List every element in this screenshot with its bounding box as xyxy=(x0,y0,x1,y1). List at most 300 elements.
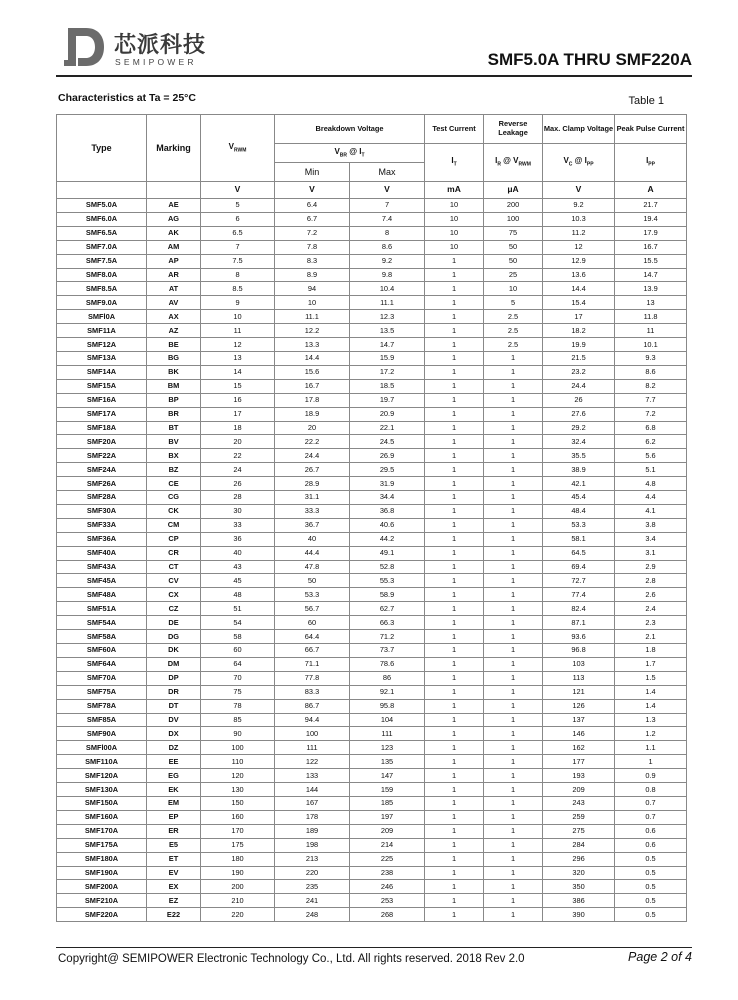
cell-ir: 1 xyxy=(484,644,543,658)
cell-marking: CX xyxy=(147,588,201,602)
cell-vbr-max: 9.8 xyxy=(350,268,425,282)
cell-marking: DX xyxy=(147,727,201,741)
cell-vc: 320 xyxy=(543,866,615,880)
cell-ir: 1 xyxy=(484,755,543,769)
table-row xyxy=(57,518,687,532)
table-row xyxy=(57,449,687,463)
cell-vbr-min: 17.8 xyxy=(275,393,350,407)
cell-marking: DM xyxy=(147,657,201,671)
cell-ipp: 3.1 xyxy=(615,546,687,560)
header-marking: Marking xyxy=(147,115,201,182)
cell-marking: BP xyxy=(147,393,201,407)
cell-vc: 24.4 xyxy=(543,379,615,393)
cell-ipp: 2.4 xyxy=(615,602,687,616)
cell-vrwm: 160 xyxy=(201,810,275,824)
cell-type: SMF8.0A xyxy=(57,268,147,282)
cell-ipp: 6.2 xyxy=(615,435,687,449)
cell-ipp: 4.4 xyxy=(615,491,687,505)
cell-vrwm: 51 xyxy=(201,602,275,616)
cell-type: SMF13A xyxy=(57,351,147,365)
table-label: Table 1 xyxy=(628,95,664,107)
cell-vbr-max: 11.1 xyxy=(350,296,425,310)
cell-vbr-min: 94 xyxy=(275,282,350,296)
cell-vrwm: 60 xyxy=(201,644,275,658)
cell-ir: 10 xyxy=(484,282,543,296)
cell-ipp: 0.5 xyxy=(615,880,687,894)
cell-vrwm: 54 xyxy=(201,616,275,630)
cell-marking: AX xyxy=(147,310,201,324)
cell-vbr-max: 214 xyxy=(350,838,425,852)
cell-vbr-max: 7 xyxy=(350,199,425,213)
cell-ipp: 0.7 xyxy=(615,810,687,824)
cell-ir: 1 xyxy=(484,379,543,393)
cell-vc: 23.2 xyxy=(543,365,615,379)
cell-type: SMF17A xyxy=(57,407,147,421)
cell-vc: 32.4 xyxy=(543,435,615,449)
cell-it: 1 xyxy=(425,338,484,352)
cell-it: 1 xyxy=(425,824,484,838)
cell-vc: 87.1 xyxy=(543,616,615,630)
ipp-symbol: I xyxy=(646,156,649,166)
cell-type: SMF28A xyxy=(57,491,147,505)
cell-vrwm: 28 xyxy=(201,491,275,505)
cell-ir: 5 xyxy=(484,296,543,310)
table-row xyxy=(57,644,687,658)
cell-vbr-max: 268 xyxy=(350,908,425,922)
cell-vc: 177 xyxy=(543,755,615,769)
cell-it: 1 xyxy=(425,783,484,797)
cell-marking: AR xyxy=(147,268,201,282)
cell-it: 1 xyxy=(425,602,484,616)
cell-vc: 275 xyxy=(543,824,615,838)
cell-type: SMF48A xyxy=(57,588,147,602)
cell-ir: 1 xyxy=(484,602,543,616)
cell-marking: CM xyxy=(147,518,201,532)
cell-marking: E5 xyxy=(147,838,201,852)
cell-vc: 27.6 xyxy=(543,407,615,421)
cell-vbr-min: 47.8 xyxy=(275,560,350,574)
cell-ir: 1 xyxy=(484,532,543,546)
cell-vc: 390 xyxy=(543,908,615,922)
it-symbol: I xyxy=(451,156,454,166)
cell-vbr-min: 77.8 xyxy=(275,671,350,685)
cell-marking: DE xyxy=(147,616,201,630)
cell-it: 1 xyxy=(425,254,484,268)
cell-marking: EG xyxy=(147,769,201,783)
cell-type: SMF150A xyxy=(57,796,147,810)
cell-vc: 259 xyxy=(543,810,615,824)
cell-ipp: 8.6 xyxy=(615,365,687,379)
cell-vbr-max: 123 xyxy=(350,741,425,755)
cell-type: SMF51A xyxy=(57,602,147,616)
cell-type: SMF85A xyxy=(57,713,147,727)
cell-vrwm: 33 xyxy=(201,518,275,532)
cell-vbr-max: 40.6 xyxy=(350,518,425,532)
cell-vbr-max: 14.7 xyxy=(350,338,425,352)
cell-ipp: 5.1 xyxy=(615,463,687,477)
cell-marking: CZ xyxy=(147,602,201,616)
cell-type: SMF33A xyxy=(57,518,147,532)
cell-ir: 1 xyxy=(484,699,543,713)
cell-marking: BR xyxy=(147,407,201,421)
cell-type: SMF7.5A xyxy=(57,254,147,268)
cell-it: 1 xyxy=(425,866,484,880)
table-row xyxy=(57,838,687,852)
cell-vc: 13.6 xyxy=(543,268,615,282)
table-row xyxy=(57,880,687,894)
cell-ipp: 7.7 xyxy=(615,393,687,407)
cell-vbr-min: 18.9 xyxy=(275,407,350,421)
cell-it: 10 xyxy=(425,226,484,240)
cell-ipp: 1.4 xyxy=(615,699,687,713)
cell-vbr-min: 133 xyxy=(275,769,350,783)
cell-ir: 1 xyxy=(484,421,543,435)
brand-chinese-name: 芯派科技 xyxy=(114,33,207,58)
cell-ipp: 1.5 xyxy=(615,671,687,685)
table-row xyxy=(57,699,687,713)
cell-ir: 1 xyxy=(484,838,543,852)
table-row xyxy=(57,713,687,727)
cell-marking: EP xyxy=(147,810,201,824)
table-row xyxy=(57,866,687,880)
table-row xyxy=(57,769,687,783)
cell-vrwm: 18 xyxy=(201,421,275,435)
cell-type: SMF180A xyxy=(57,852,147,866)
cell-it: 1 xyxy=(425,532,484,546)
cell-vc: 38.9 xyxy=(543,463,615,477)
cell-ir: 1 xyxy=(484,741,543,755)
cell-vrwm: 170 xyxy=(201,824,275,838)
cell-ir: 2.5 xyxy=(484,310,543,324)
cell-vbr-max: 104 xyxy=(350,713,425,727)
cell-type: SMF110A xyxy=(57,755,147,769)
cell-vc: 350 xyxy=(543,880,615,894)
cell-it: 1 xyxy=(425,838,484,852)
cell-it: 1 xyxy=(425,518,484,532)
cell-marking: EV xyxy=(147,866,201,880)
cell-vrwm: 45 xyxy=(201,574,275,588)
cell-ipp: 19.4 xyxy=(615,212,687,226)
cell-ir: 1 xyxy=(484,504,543,518)
cell-type: SMF43A xyxy=(57,560,147,574)
cell-vrwm: 190 xyxy=(201,866,275,880)
cell-vrwm: 15 xyxy=(201,379,275,393)
cell-vc: 12.9 xyxy=(543,254,615,268)
cell-vbr-max: 31.9 xyxy=(350,477,425,491)
cell-vbr-min: 10 xyxy=(275,296,350,310)
cell-vc: 29.2 xyxy=(543,421,615,435)
cell-vbr-max: 15.9 xyxy=(350,351,425,365)
cell-ipp: 1.4 xyxy=(615,685,687,699)
cell-vc: 72.7 xyxy=(543,574,615,588)
table-row xyxy=(57,212,687,226)
cell-it: 1 xyxy=(425,477,484,491)
cell-marking: DT xyxy=(147,699,201,713)
ir-at-symbol: @ V xyxy=(500,156,519,166)
cell-ipp: 5.6 xyxy=(615,449,687,463)
cell-vc: 21.5 xyxy=(543,351,615,365)
units-row xyxy=(57,182,687,199)
cell-vrwm: 5 xyxy=(201,199,275,213)
cell-it: 1 xyxy=(425,282,484,296)
cell-ir: 1 xyxy=(484,630,543,644)
cell-type: SMFl00A xyxy=(57,741,147,755)
cell-it: 1 xyxy=(425,588,484,602)
cell-vrwm: 110 xyxy=(201,755,275,769)
cell-ipp: 2.1 xyxy=(615,630,687,644)
cell-marking: BE xyxy=(147,338,201,352)
header-divider xyxy=(56,75,692,77)
cell-ipp: 2.9 xyxy=(615,560,687,574)
units-spacer xyxy=(57,182,147,199)
it-subscript: T xyxy=(453,161,457,168)
cell-ir: 1 xyxy=(484,588,543,602)
cell-vbr-max: 17.2 xyxy=(350,365,425,379)
cell-type: SMF11A xyxy=(57,324,147,338)
cell-vbr-max: 18.5 xyxy=(350,379,425,393)
cell-vc: 15.4 xyxy=(543,296,615,310)
cell-type: SMF130A xyxy=(57,783,147,797)
cell-vc: 103 xyxy=(543,657,615,671)
cell-ipp: 4.1 xyxy=(615,504,687,518)
unit-cell: V xyxy=(350,182,425,199)
cell-vc: 42.1 xyxy=(543,477,615,491)
cell-vrwm: 220 xyxy=(201,908,275,922)
cell-it: 1 xyxy=(425,449,484,463)
table-row xyxy=(57,671,687,685)
cell-marking: CR xyxy=(147,546,201,560)
cell-ir: 1 xyxy=(484,727,543,741)
cell-vc: 64.5 xyxy=(543,546,615,560)
cell-marking: CT xyxy=(147,560,201,574)
vbr-symbol: V xyxy=(334,146,340,156)
cell-marking: DV xyxy=(147,713,201,727)
cell-vbr-max: 36.8 xyxy=(350,504,425,518)
cell-it: 1 xyxy=(425,657,484,671)
cell-ipp: 1.8 xyxy=(615,644,687,658)
semipower-logo-icon xyxy=(62,24,106,70)
cell-marking: AM xyxy=(147,240,201,254)
header-vrwm xyxy=(201,115,275,182)
cell-vbr-max: 147 xyxy=(350,769,425,783)
cell-type: SMF24A xyxy=(57,463,147,477)
cell-vrwm: 58 xyxy=(201,630,275,644)
cell-it: 1 xyxy=(425,379,484,393)
cell-marking: DZ xyxy=(147,741,201,755)
cell-ipp: 17.9 xyxy=(615,226,687,240)
cell-type: SMF175A xyxy=(57,838,147,852)
table-row xyxy=(57,602,687,616)
cell-type: SMF75A xyxy=(57,685,147,699)
cell-ipp: 21.7 xyxy=(615,199,687,213)
cell-vc: 209 xyxy=(543,783,615,797)
cell-type: SMF210A xyxy=(57,894,147,908)
cell-vrwm: 11 xyxy=(201,324,275,338)
cell-marking: BK xyxy=(147,365,201,379)
cell-vbr-max: 8.6 xyxy=(350,240,425,254)
cell-vbr-min: 31.1 xyxy=(275,491,350,505)
cell-vc: 82.4 xyxy=(543,602,615,616)
header-it xyxy=(425,144,484,182)
table-row xyxy=(57,908,687,922)
cell-vbr-min: 13.3 xyxy=(275,338,350,352)
cell-vbr-max: 22.1 xyxy=(350,421,425,435)
table-row xyxy=(57,435,687,449)
cell-ipp: 7.2 xyxy=(615,407,687,421)
table-row xyxy=(57,393,687,407)
cell-it: 1 xyxy=(425,713,484,727)
cell-ipp: 1 xyxy=(615,755,687,769)
cell-vrwm: 14 xyxy=(201,365,275,379)
cell-it: 1 xyxy=(425,351,484,365)
cell-vc: 69.4 xyxy=(543,560,615,574)
cell-vrwm: 9 xyxy=(201,296,275,310)
table-row xyxy=(57,338,687,352)
cell-marking: CE xyxy=(147,477,201,491)
cell-it: 1 xyxy=(425,796,484,810)
cell-ir: 1 xyxy=(484,769,543,783)
cell-ir: 1 xyxy=(484,365,543,379)
unit-cell: V xyxy=(543,182,615,199)
cell-vbr-min: 86.7 xyxy=(275,699,350,713)
cell-vrwm: 120 xyxy=(201,769,275,783)
cell-ir: 1 xyxy=(484,657,543,671)
cell-vbr-min: 64.4 xyxy=(275,630,350,644)
cell-vbr-min: 60 xyxy=(275,616,350,630)
cell-vbr-max: 197 xyxy=(350,810,425,824)
cell-vc: 96.8 xyxy=(543,644,615,658)
cell-vbr-min: 7.2 xyxy=(275,226,350,240)
table-row xyxy=(57,282,687,296)
cell-vc: 18.2 xyxy=(543,324,615,338)
cell-vbr-min: 12.2 xyxy=(275,324,350,338)
cell-vbr-max: 7.4 xyxy=(350,212,425,226)
header-max-clamp-voltage: Max. Clamp Voltage xyxy=(543,115,615,144)
header-breakdown-voltage: Breakdown Voltage xyxy=(275,115,425,144)
cell-vbr-min: 22.2 xyxy=(275,435,350,449)
cell-ipp: 4.8 xyxy=(615,477,687,491)
cell-vc: 10.3 xyxy=(543,212,615,226)
table-row xyxy=(57,755,687,769)
cell-vbr-max: 20.9 xyxy=(350,407,425,421)
cell-vc: 58.1 xyxy=(543,532,615,546)
cell-type: SMF64A xyxy=(57,657,147,671)
cell-vrwm: 8.5 xyxy=(201,282,275,296)
cell-vc: 48.4 xyxy=(543,504,615,518)
cell-marking: BX xyxy=(147,449,201,463)
cell-marking: AT xyxy=(147,282,201,296)
cell-type: SMF14A xyxy=(57,365,147,379)
cell-vbr-min: 213 xyxy=(275,852,350,866)
cell-vrwm: 175 xyxy=(201,838,275,852)
cell-vrwm: 85 xyxy=(201,713,275,727)
cell-it: 10 xyxy=(425,199,484,213)
cell-vbr-min: 8.3 xyxy=(275,254,350,268)
cell-ipp: 1.3 xyxy=(615,713,687,727)
cell-ipp: 11 xyxy=(615,324,687,338)
header-min: Min xyxy=(275,163,350,182)
cell-marking: BZ xyxy=(147,463,201,477)
cell-vc: 19.9 xyxy=(543,338,615,352)
cell-vrwm: 40 xyxy=(201,546,275,560)
cell-vbr-max: 159 xyxy=(350,783,425,797)
cell-vbr-max: 86 xyxy=(350,671,425,685)
cell-ipp: 2.6 xyxy=(615,588,687,602)
cell-ipp: 3.8 xyxy=(615,518,687,532)
cell-vrwm: 10 xyxy=(201,310,275,324)
cell-vbr-max: 62.7 xyxy=(350,602,425,616)
cell-vbr-max: 95.8 xyxy=(350,699,425,713)
cell-vrwm: 6.5 xyxy=(201,226,275,240)
cell-vbr-min: 28.9 xyxy=(275,477,350,491)
cell-ipp: 13.9 xyxy=(615,282,687,296)
cell-ir: 1 xyxy=(484,894,543,908)
cell-vrwm: 12 xyxy=(201,338,275,352)
cell-ir: 1 xyxy=(484,880,543,894)
table-row xyxy=(57,894,687,908)
cell-ir: 1 xyxy=(484,908,543,922)
vrwm-subscript: RWM xyxy=(233,147,247,154)
cell-vrwm: 24 xyxy=(201,463,275,477)
cell-type: SMF22A xyxy=(57,449,147,463)
cell-marking: E22 xyxy=(147,908,201,922)
cell-vbr-min: 7.8 xyxy=(275,240,350,254)
company-logo xyxy=(62,24,212,72)
cell-ir: 1 xyxy=(484,671,543,685)
cell-ipp: 8.2 xyxy=(615,379,687,393)
cell-vbr-max: 24.5 xyxy=(350,435,425,449)
cell-vbr-min: 189 xyxy=(275,824,350,838)
cell-vbr-min: 241 xyxy=(275,894,350,908)
cell-vrwm: 6 xyxy=(201,212,275,226)
cell-ipp: 1.1 xyxy=(615,741,687,755)
cell-vbr-max: 12.3 xyxy=(350,310,425,324)
cell-vbr-min: 71.1 xyxy=(275,657,350,671)
cell-type: SMF54A xyxy=(57,616,147,630)
ir-at-subscript: RWM xyxy=(518,161,531,168)
cell-type: SMF12A xyxy=(57,338,147,352)
table-row xyxy=(57,240,687,254)
cell-type: SMF16A xyxy=(57,393,147,407)
cell-type: SMF120A xyxy=(57,769,147,783)
cell-it: 1 xyxy=(425,852,484,866)
cell-vrwm: 26 xyxy=(201,477,275,491)
table-row xyxy=(57,504,687,518)
unit-cell: V xyxy=(275,182,350,199)
header-ipp xyxy=(615,144,687,182)
cell-vbr-max: 73.7 xyxy=(350,644,425,658)
cell-marking: BM xyxy=(147,379,201,393)
table-caption: Characteristics at Ta = 25°C xyxy=(58,92,196,104)
cell-vbr-min: 20 xyxy=(275,421,350,435)
cell-vbr-max: 92.1 xyxy=(350,685,425,699)
unit-cell: mA xyxy=(425,182,484,199)
cell-ir: 50 xyxy=(484,240,543,254)
cell-vrwm: 70 xyxy=(201,671,275,685)
cell-vc: 284 xyxy=(543,838,615,852)
cell-type: SMF8.5A xyxy=(57,282,147,296)
table-row xyxy=(57,810,687,824)
table-row xyxy=(57,199,687,213)
cell-it: 1 xyxy=(425,310,484,324)
cell-it: 1 xyxy=(425,393,484,407)
cell-type: SMF220A xyxy=(57,908,147,922)
cell-type: SMF78A xyxy=(57,699,147,713)
cell-vbr-max: 49.1 xyxy=(350,546,425,560)
cell-vrwm: 210 xyxy=(201,894,275,908)
vc-at-subscript: PP xyxy=(586,161,594,168)
cell-vrwm: 30 xyxy=(201,504,275,518)
